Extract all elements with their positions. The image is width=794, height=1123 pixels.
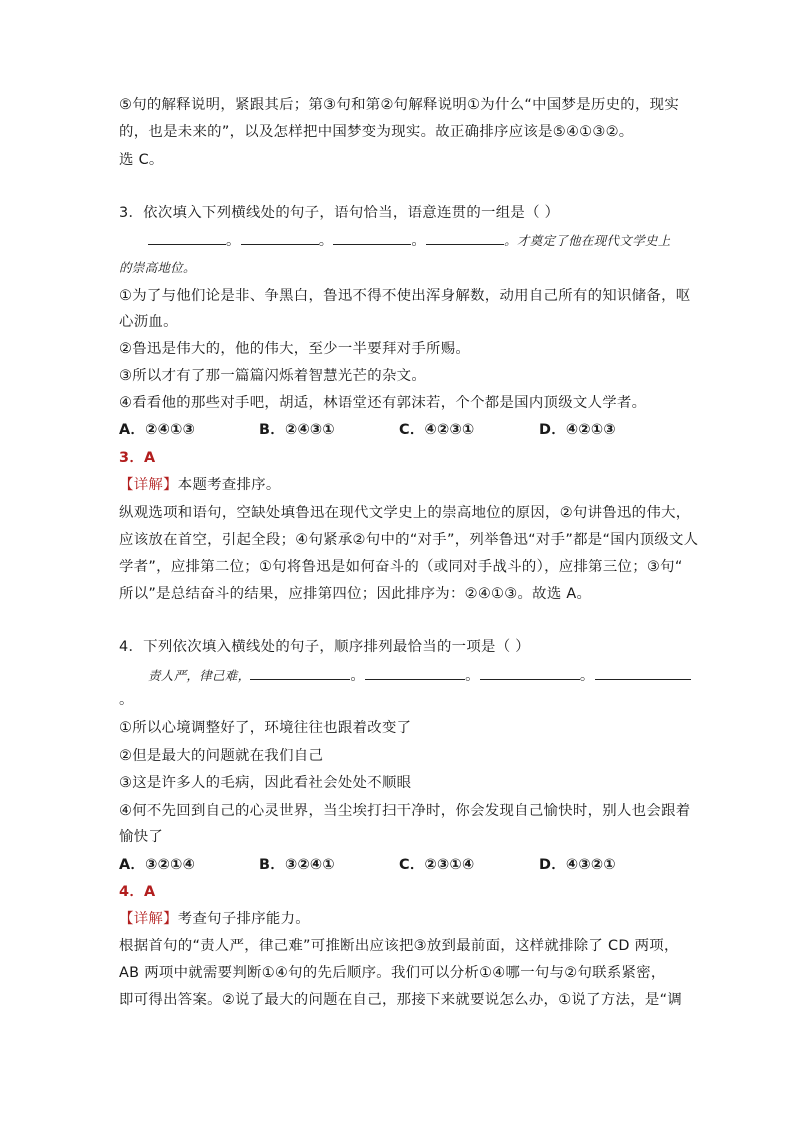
q3-options	[119, 420, 616, 440]
q3-stem: 3．依次填入下列横线处的句子，语句恰当，语意连贯的一组是（ ）	[119, 205, 560, 221]
q4-detail-line-3: 即可得出答案。②说了最大的问题在自己，那接下来就要说怎么办，①说了方法，是“调	[119, 992, 683, 1008]
q3-fill-continuation: 的崇高地位。	[119, 260, 196, 275]
q4-option-c: C．②③①④	[399, 857, 475, 873]
q3-fill-tail: 。才奠定了他在现代文学史上	[504, 233, 671, 248]
q4-fill-start: 责人严，律己难，	[148, 668, 251, 683]
prev-explanation-line-2: 的，也是未来的”，以及怎样把中国梦变为现实。故正确排序应该是⑤④①③②。	[119, 124, 634, 140]
q4-detail-line-2: AB 两项中就需要判断①④句的先后顺序。我们可以分析①④哪一句与②句联系紧密，	[119, 965, 666, 981]
q3-blank-3	[333, 230, 411, 245]
q3-blank-4	[426, 230, 504, 245]
q3-fill-line: 。 。 。 。才奠定了他在现代文学史上	[148, 230, 671, 251]
q4-sentence-4b: 愉快了	[119, 829, 164, 845]
q3-option-c: C．④②③①	[399, 422, 475, 438]
q4-detail-heading	[119, 909, 310, 929]
q4-blank-4	[595, 665, 691, 680]
q4-blank-1	[250, 665, 350, 680]
q3-blank-2	[241, 230, 319, 245]
q4-sentence-4a: ④何不先回到自己的心灵世界，当尘埃打扫干净时，你会发现自己愉快时，别人也会跟着	[119, 803, 691, 819]
q4-blank-2	[365, 665, 465, 680]
q4-blank-3	[480, 665, 580, 680]
q4-sentence-1: ①所以心境调整好了，环境往往也跟着改变了	[119, 720, 412, 736]
q3-detail-line-2: 应该放在首空，引起全段；④句紧承②句中的“对手”，列举鲁迅“对手”都是“国内顶级文人	[119, 532, 699, 548]
q4-options	[119, 855, 616, 875]
q3-sentence-4: ④看看他的那些对手吧，胡适，林语堂还有郭沫若，个个都是国内顶级文人学者。	[119, 395, 647, 411]
q3-sentence-3: ③所以才有了那一篇篇闪烁着智慧光芒的杂文。	[119, 368, 427, 384]
q4-detail-title: 考查句子排序能力。	[177, 911, 310, 927]
q3-sentence-2: ②鲁迅是伟大的，他的伟大，至少一半要拜对手所赐。	[119, 341, 471, 357]
q3-detail-line-3: 学者”，应排第二位；①句将鲁迅是如何奋斗的（或同对手战斗的），应排第三位；③句“	[119, 559, 683, 575]
q3-detail-line-1: 纵观选项和语句，空缺处填鲁迅在现代文学史上的崇高地位的原因，②句讲鲁迅的伟大，	[119, 505, 691, 521]
q4-stem: 4．下列依次填入横线处的句子，顺序排列最恰当的一项是（ ）	[119, 639, 530, 655]
q4-detail-tag: 【详解】	[119, 911, 178, 927]
q4-option-a: A．③②①④	[119, 857, 196, 873]
prev-answer-choice: 选 C。	[119, 152, 164, 168]
q3-sentence-1b: 心沥血。	[119, 314, 178, 330]
q4-fill-line: 责人严，律己难， 。 。 。	[148, 665, 691, 686]
q3-detail-tag: 【详解】	[119, 477, 178, 493]
q4-option-d: D．④③②①	[539, 857, 616, 873]
q3-option-d: D．④②①③	[539, 422, 616, 438]
prev-explanation-line-1: ⑤句的解释说明，紧跟其后；第③句和第②句解释说明①为什么“中国梦是历史的，现实	[119, 97, 680, 113]
q3-blank-1	[148, 230, 226, 245]
q4-option-b: B．③②④①	[259, 857, 335, 873]
q4-detail-line-1: 根据首句的“责人严，律己难”可推断出应该把③放到最前面，这样就排除了 CD 两项，	[119, 938, 679, 954]
q4-sentence-3: ③这是许多人的毛病，因此看社会处处不顺眼	[119, 775, 412, 791]
q4-sentence-2: ②但是最大的问题就在我们自己	[119, 748, 324, 764]
q3-answer: 3．A	[119, 450, 156, 466]
q3-option-b: B．②④③①	[259, 422, 335, 438]
q3-detail-line-4: 所以”是总结奋斗的结果，应排第四位；因此排序为：②④①③。故选 A。	[119, 586, 592, 602]
q4-fill-period: 。	[119, 692, 134, 708]
q3-option-a: A．②④①③	[119, 422, 196, 438]
q3-detail-heading	[119, 475, 281, 495]
q4-answer: 4．A	[119, 884, 156, 900]
q3-detail-title: 本题考查排序。	[177, 477, 281, 493]
q3-sentence-1a: ①为了与他们论是非、争黑白，鲁迅不得不使出浑身解数，动用自己所有的知识储备，呕	[119, 288, 691, 304]
